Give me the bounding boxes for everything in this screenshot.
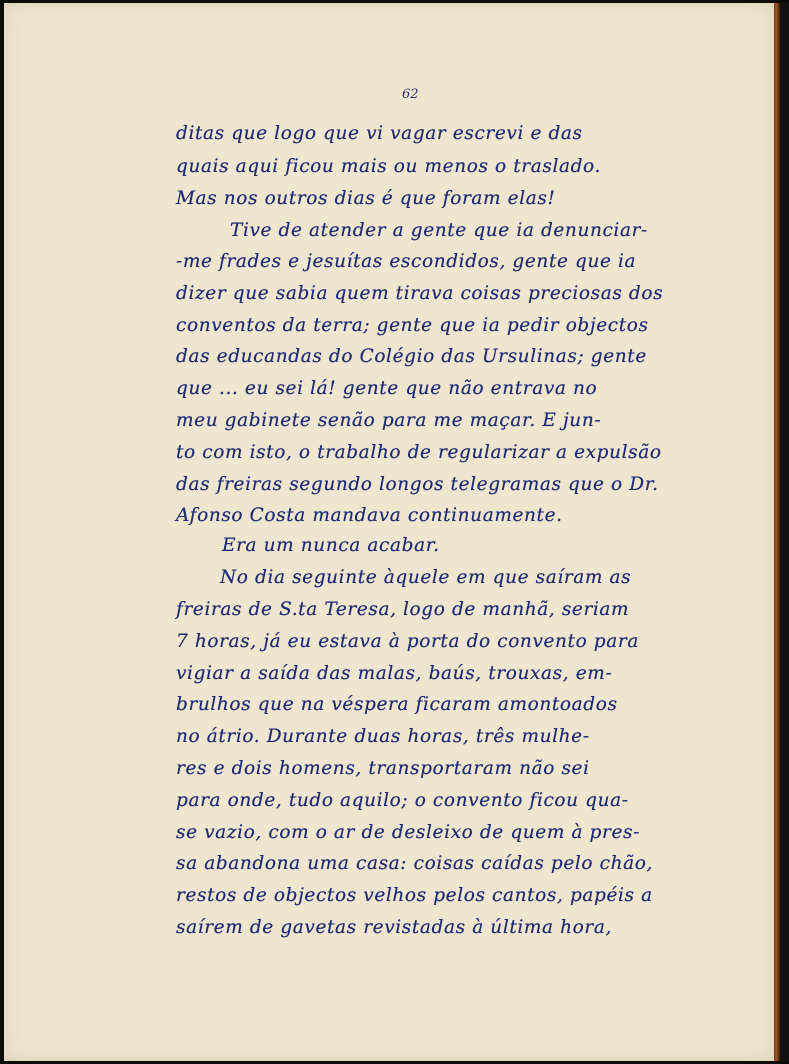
page-number: 62 bbox=[402, 87, 419, 102]
text-line: ditas que logo que vi vagar escrevi e das bbox=[176, 123, 583, 144]
text-line: No dia seguinte àquele em que saíram as bbox=[220, 567, 632, 588]
text-line: sa abandona uma casa: coisas caídas pelo chão, bbox=[176, 853, 653, 874]
text-line: 7 horas, já eu estava à porta do convento para bbox=[176, 631, 639, 652]
text-line: freiras de S.ta Teresa, logo de manhã, seriam bbox=[176, 599, 630, 620]
text-line: vigiar a saída das malas, baús, trouxas, em- bbox=[176, 663, 613, 684]
text-line: to com isto, o trabalho de regularizar a expulsão bbox=[176, 442, 662, 463]
text-line: Mas nos outros dias é que foram elas! bbox=[176, 188, 556, 209]
text-line: das freiras segundo longos telegramas que o Dr. bbox=[176, 474, 659, 495]
text-line: -me frades e jesuítas escondidos, gente que ia bbox=[176, 251, 637, 272]
text-line: conventos da terra; gente que ia pedir objectos bbox=[176, 315, 649, 336]
manuscript-page bbox=[4, 3, 774, 1061]
text-line: para onde, tudo aquilo; o convento ficou qua- bbox=[176, 790, 629, 811]
text-line: das educandas do Colégio das Ursulinas; gente bbox=[176, 346, 647, 367]
text-line: quais aqui ficou mais ou menos o traslado. bbox=[176, 156, 601, 177]
text-line: se vazio, com o ar de desleixo de quem à pres- bbox=[176, 822, 640, 843]
text-line: res e dois homens, transportaram não sei bbox=[176, 758, 590, 779]
text-line: Afonso Costa mandava continuamente. bbox=[176, 505, 563, 526]
text-line: que ... eu sei lá! gente que não entrava no bbox=[176, 378, 598, 399]
scan-border bbox=[780, 3, 789, 1061]
text-line: brulhos que na véspera ficaram amontoados bbox=[176, 694, 618, 715]
text-line: dizer que sabia quem tirava coisas preciosas dos bbox=[176, 283, 664, 304]
text-line: Era um nunca acabar. bbox=[222, 535, 440, 556]
handwritten-text bbox=[4, 3, 774, 1061]
text-line: saírem de gavetas revistadas à última hora, bbox=[176, 917, 612, 938]
text-line: meu gabinete senão para me maçar. E jun- bbox=[176, 410, 602, 431]
text-line: restos de objectos velhos pelos cantos, papéis a bbox=[176, 885, 653, 906]
text-line: no átrio. Durante duas horas, três mulhe- bbox=[176, 726, 590, 747]
text-line: Tive de atender a gente que ia denunciar- bbox=[230, 220, 648, 241]
